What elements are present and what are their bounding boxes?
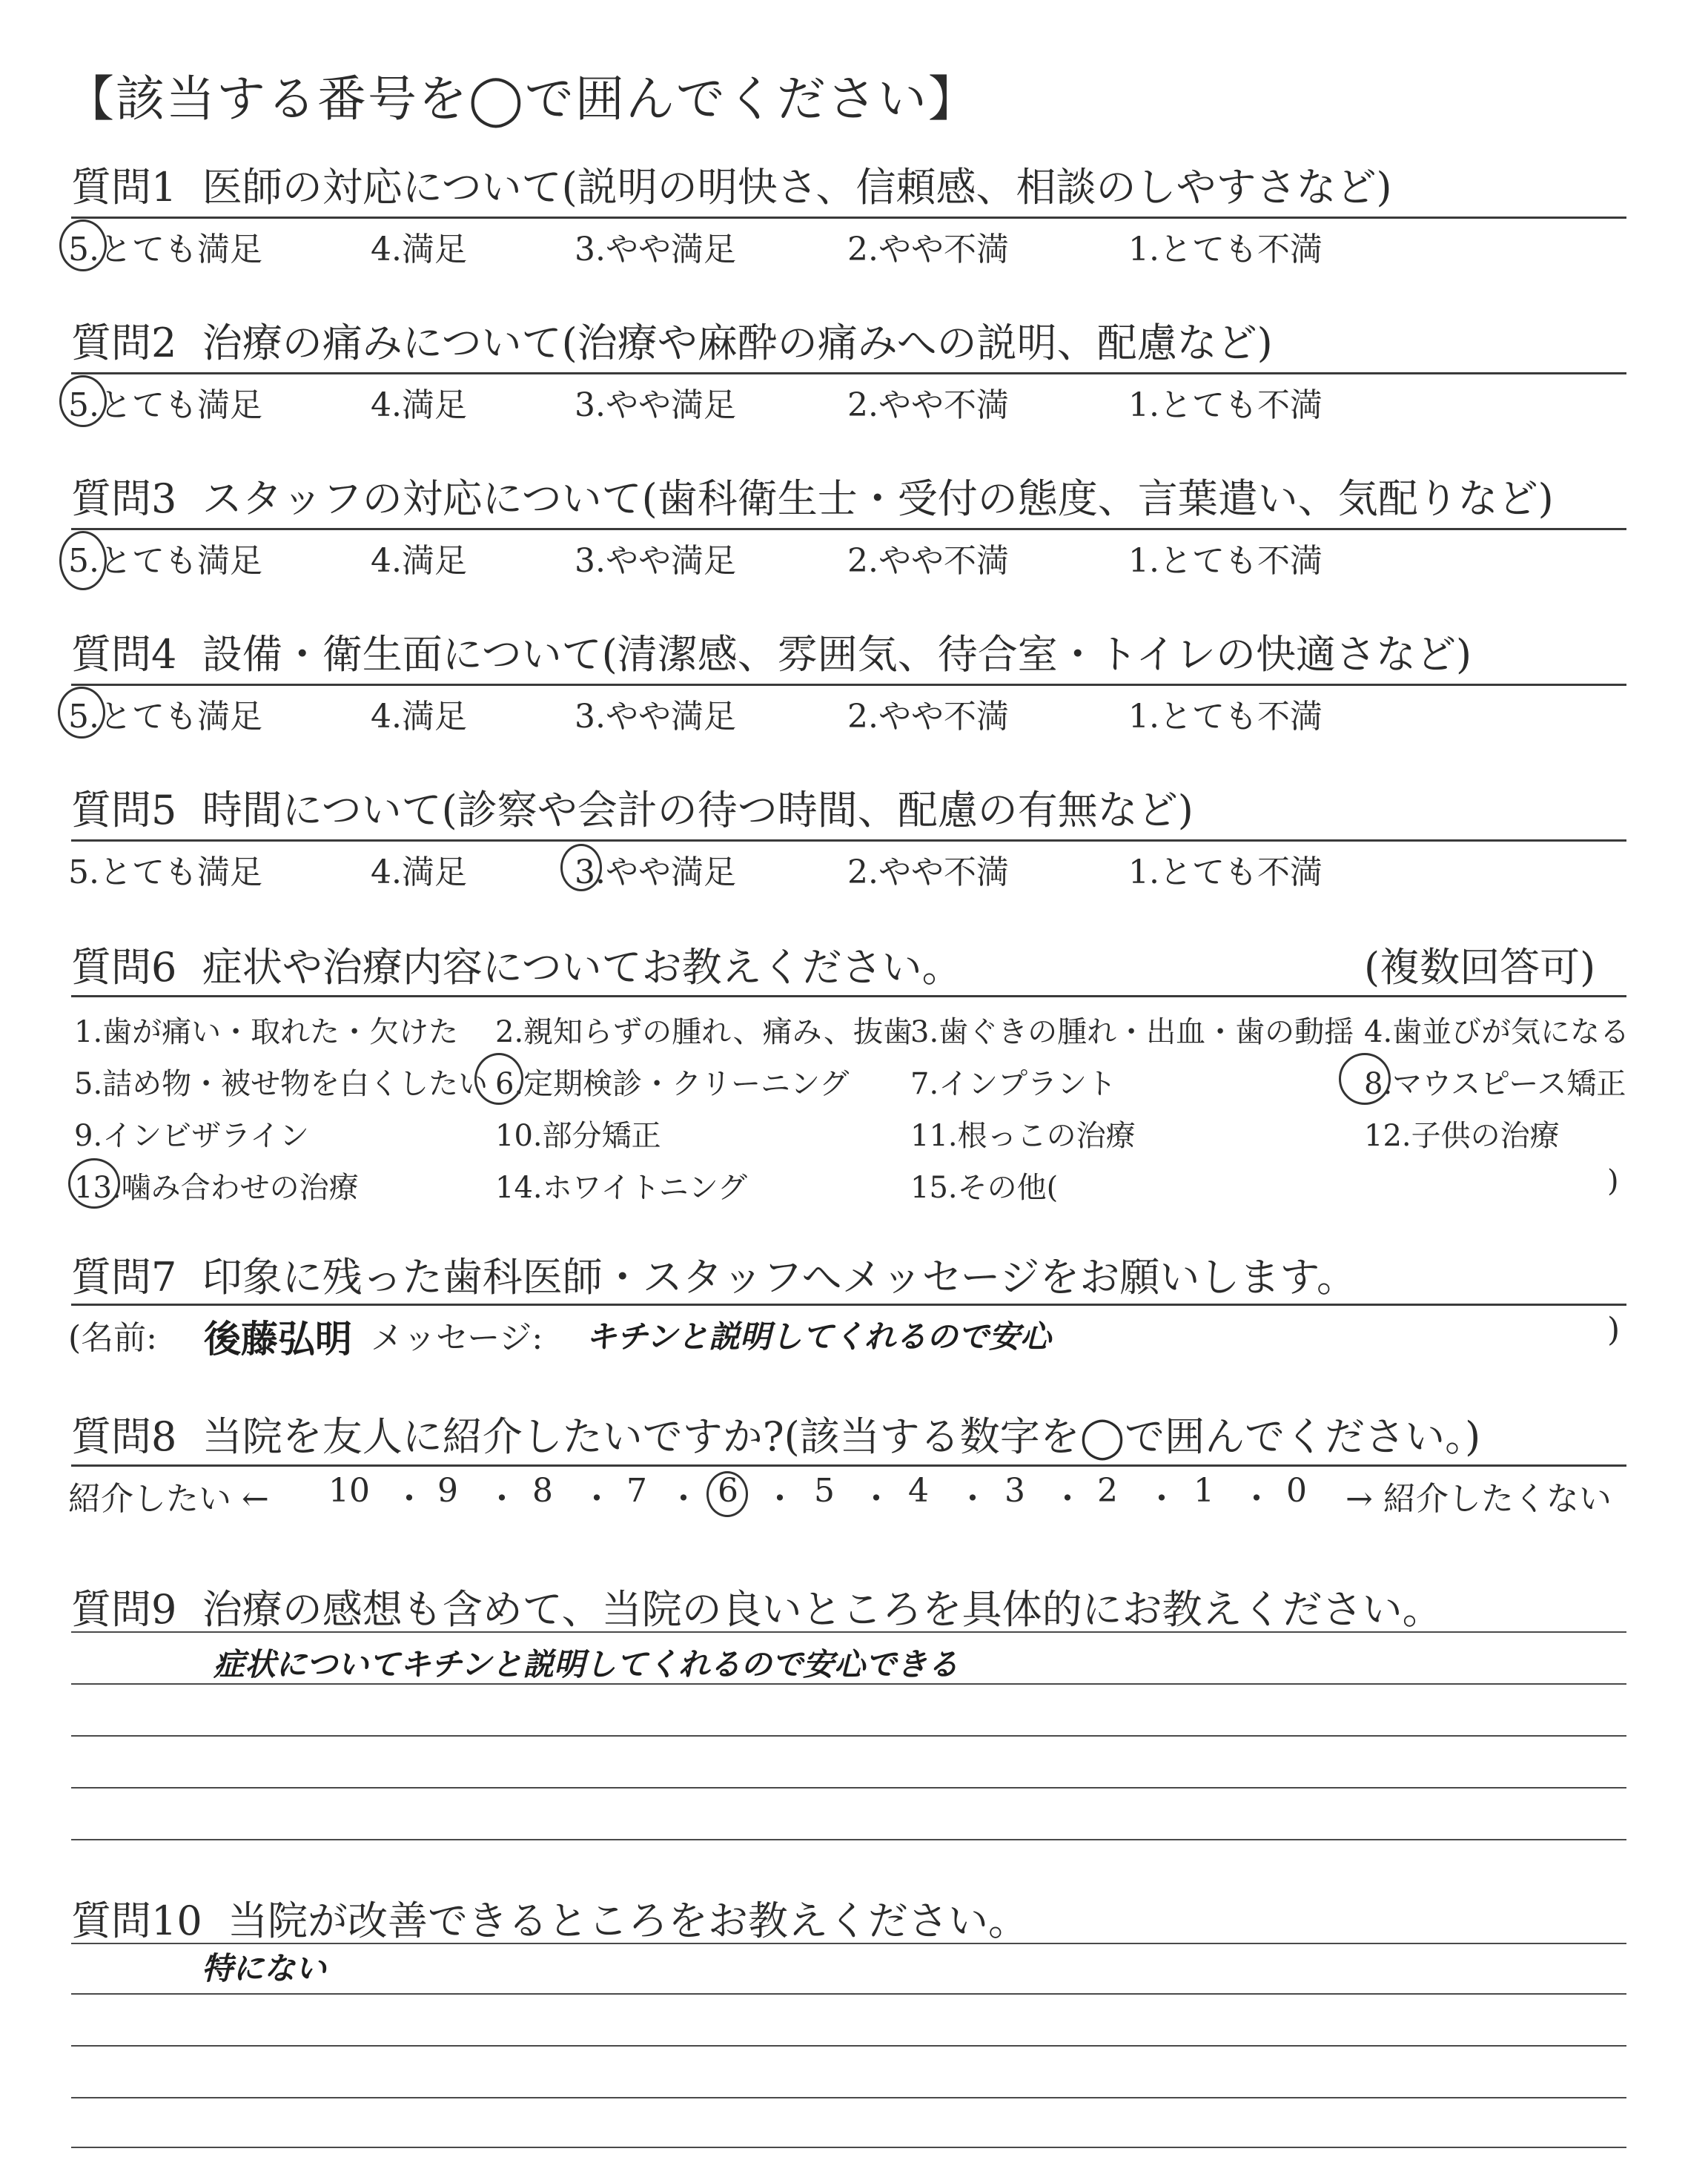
scale-9[interactable]: 9 [437, 1472, 458, 1510]
q6-item-10[interactable]: 10.部分矯正 [495, 1119, 661, 1153]
question-label: 質問6 [71, 944, 177, 991]
q6-item-11[interactable]: 11.根っこの治療 [910, 1119, 1136, 1153]
scale-5[interactable]: 5 [814, 1472, 835, 1510]
scale-dot: ・ [580, 1480, 613, 1518]
q3-option-4[interactable]: 4.満足 [371, 542, 467, 580]
question-text: 治療の痛みについて(治療や麻酔の痛みへの説明、配慮など) [202, 320, 1273, 366]
question-label: 質問1 [71, 164, 177, 211]
question-label: 質問3 [71, 475, 177, 522]
q1-option-4[interactable]: 4.満足 [371, 231, 467, 268]
question-text: 印象に残った歯科医師・スタッフへメッセージをお願いします。 [202, 1254, 1357, 1301]
scale-1[interactable]: 1 [1194, 1472, 1214, 1510]
message-label: メッセージ: [371, 1319, 543, 1357]
selection-circle [59, 375, 107, 427]
divider [71, 372, 1626, 374]
selection-circle [68, 1158, 120, 1209]
recommend-right-label: → 紹介したくない [1345, 1480, 1612, 1518]
question-7-heading [71, 1246, 1357, 1303]
q2-option-3[interactable]: 3.やや満足 [575, 386, 736, 424]
divider [71, 684, 1626, 686]
question-2-heading [71, 311, 1273, 369]
scale-0[interactable]: 0 [1286, 1472, 1307, 1510]
scale-dot: ・ [860, 1480, 893, 1518]
q5-option-2[interactable]: 2.やや不満 [847, 853, 1009, 891]
question-text: 医師の対応について(説明の明快さ、信頼感、相談のしやすさなど) [202, 164, 1392, 211]
question-1-heading [71, 156, 1392, 213]
q4-option-2[interactable]: 2.やや不満 [847, 698, 1009, 736]
scale-dot: ・ [667, 1480, 700, 1518]
scale-dot: ・ [1240, 1480, 1273, 1518]
answer-line [71, 2097, 1626, 2098]
question-label: 質問10 [71, 1898, 202, 1944]
answer-line [71, 2045, 1626, 2047]
question-10-heading [71, 1889, 1028, 1946]
q6-item-4[interactable]: 4.歯並びが気になる [1364, 1015, 1630, 1049]
selection-circle [560, 844, 602, 891]
q6-item-12[interactable]: 12.子供の治療 [1364, 1119, 1560, 1153]
answer-line [71, 1683, 1626, 1685]
divider [71, 217, 1626, 219]
answer-line [71, 1993, 1626, 1995]
answer-line [71, 1735, 1626, 1737]
question-8-heading [71, 1405, 1480, 1462]
form-title: 【該当する番号を◯で囲んでください】 [65, 70, 979, 128]
divider [71, 995, 1626, 997]
q4-option-4[interactable]: 4.満足 [371, 698, 467, 736]
q3-option-2[interactable]: 2.やや不満 [847, 542, 1009, 580]
q6-item-1[interactable]: 1.歯が痛い・取れた・欠けた [74, 1015, 459, 1049]
divider [71, 1304, 1626, 1306]
q6-item-7[interactable]: 7.インプラント [910, 1067, 1117, 1101]
question-text: 当院を友人に紹介したいですか?(該当する数字を◯で囲んでください。) [202, 1413, 1481, 1460]
question-label: 質問7 [71, 1254, 177, 1301]
q6-item-14[interactable]: 14.ホワイトニング [495, 1171, 748, 1205]
divider [71, 839, 1626, 842]
q3-option-5[interactable]: 5.とても満足 [68, 542, 262, 580]
scale-2[interactable]: 2 [1097, 1472, 1118, 1510]
question-text: 症状や治療内容についてお教えください。 [202, 944, 962, 991]
q3-option-1[interactable]: 1.とても不満 [1128, 542, 1323, 580]
scale-6[interactable]: 6 [718, 1472, 738, 1510]
selection-circle [58, 687, 105, 739]
q3-option-3[interactable]: 3.やや満足 [575, 542, 736, 580]
scale-4[interactable]: 4 [908, 1472, 929, 1510]
divider [71, 528, 1626, 530]
q5-option-3[interactable]: 3.やや満足 [575, 853, 736, 891]
scale-3[interactable]: 3 [1004, 1472, 1025, 1510]
q5-option-5[interactable]: 5.とても満足 [68, 853, 262, 891]
question-text: 時間について(診察や会計の待つ時間、配慮の有無など) [202, 787, 1194, 833]
question-3-heading [71, 467, 1554, 524]
selection-circle [474, 1053, 523, 1105]
scale-dot: ・ [393, 1480, 426, 1518]
q6-item-6[interactable]: 6.定期検診・クリーニング [495, 1067, 850, 1101]
question-text: 治療の感想も含めて、当院の良いところを具体的にお教えください。 [202, 1586, 1443, 1633]
scale-dot: ・ [764, 1480, 796, 1518]
q6-item-2[interactable]: 2.親知らずの腫れ、痛み、抜歯 [495, 1015, 913, 1049]
question-text: 当院が改善できるところをお教えください。 [228, 1898, 1029, 1944]
q1-option-5[interactable]: 5.とても満足 [68, 231, 262, 268]
q6-item-8[interactable]: 8.マウスピース矯正 [1364, 1067, 1626, 1101]
divider [71, 1464, 1626, 1467]
q2-option-1[interactable]: 1.とても不満 [1128, 386, 1323, 424]
question-6-heading [71, 936, 962, 993]
selection-circle [706, 1471, 748, 1517]
question-text: 設備・衛生面について(清潔感、雰囲気、待合室・トイレの快適さなど) [202, 631, 1472, 678]
divider [71, 1631, 1626, 1633]
q9-answer[interactable]: 症状についてキチンと説明してくれるので安心できる [214, 1646, 959, 1682]
answer-line [71, 2147, 1626, 2148]
question-label: 質問2 [71, 320, 177, 366]
q6-item-9[interactable]: 9.インビザライン [74, 1119, 309, 1153]
question-text: スタッフの対応について(歯科衛生士・受付の態度、言葉遣い、気配りなど) [202, 475, 1554, 522]
q2-option-2[interactable]: 2.やや不満 [847, 386, 1009, 424]
q4-option-5[interactable]: 5.とても満足 [68, 698, 262, 736]
q6-item-13[interactable]: 13.噛み合わせの治療 [74, 1171, 359, 1205]
answer-line [71, 1839, 1626, 1840]
selection-circle [59, 531, 107, 590]
q1-option-3[interactable]: 3.やや満足 [575, 231, 736, 268]
answer-line [71, 1787, 1626, 1789]
multiple-answers-note: (複数回答可) [1364, 944, 1596, 991]
q4-option-1[interactable]: 1.とても不満 [1128, 698, 1323, 736]
name-value[interactable]: 後藤弘明 [204, 1318, 352, 1361]
q5-option-4[interactable]: 4.満足 [371, 853, 467, 891]
name-label: (名前: [68, 1319, 157, 1357]
q6-other-close: ) [1607, 1164, 1619, 1198]
q6-item-15[interactable]: 15.その他( [910, 1171, 1059, 1205]
q4-option-3[interactable]: 3.やや満足 [575, 698, 736, 736]
q5-option-1[interactable]: 1.とても不満 [1128, 853, 1323, 891]
question-5-heading [71, 779, 1194, 836]
question-4-heading [71, 623, 1472, 680]
scale-dot: ・ [1145, 1480, 1178, 1518]
q2-option-5[interactable]: 5.とても満足 [68, 386, 262, 424]
q2-option-4[interactable]: 4.満足 [371, 386, 467, 424]
scale-dot: ・ [486, 1480, 518, 1518]
message-value[interactable]: キチンと説明してくれるので安心 [586, 1318, 1051, 1355]
q6-item-3[interactable]: 3.歯ぐきの腫れ・出血・歯の動揺 [910, 1015, 1354, 1049]
q10-answer[interactable]: 特にない [202, 1950, 327, 1986]
recommend-left-label: 紹介したい ← [68, 1480, 269, 1518]
selection-circle [59, 219, 107, 271]
question-label: 質問8 [71, 1413, 177, 1460]
q1-option-2[interactable]: 2.やや不満 [847, 231, 1009, 268]
selection-circle [1339, 1053, 1391, 1105]
question-label: 質問5 [71, 787, 177, 833]
question-9-heading [71, 1578, 1443, 1635]
scale-7[interactable]: 7 [626, 1472, 647, 1510]
scale-8[interactable]: 8 [532, 1472, 553, 1510]
q6-item-5[interactable]: 5.詰め物・被せ物を白くしたい [74, 1067, 489, 1101]
scale-dot: ・ [956, 1480, 989, 1518]
question-label: 質問4 [71, 631, 177, 678]
scale-10[interactable]: 10 [328, 1472, 370, 1510]
question-label: 質問9 [71, 1586, 177, 1633]
scale-dot: ・ [1051, 1480, 1084, 1518]
q1-option-1[interactable]: 1.とても不満 [1128, 231, 1323, 268]
message-close: ) [1607, 1311, 1621, 1349]
